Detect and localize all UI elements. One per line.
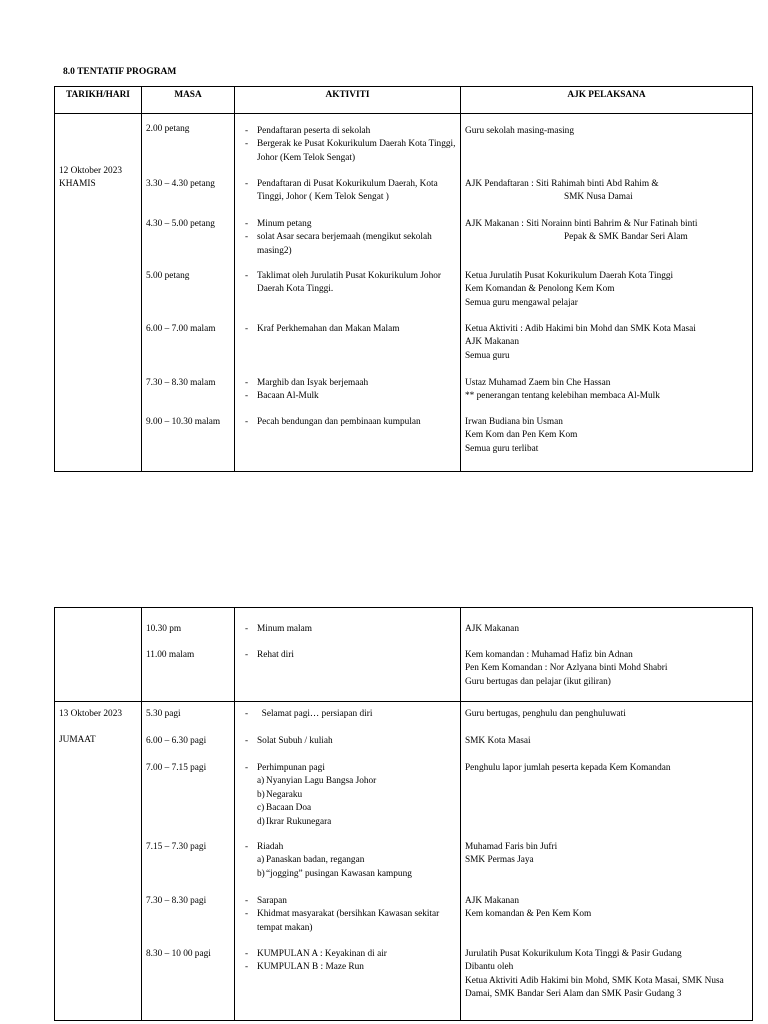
masa-cell: 6.00 – 7.00 malam	[146, 324, 216, 334]
date-label: 12 Oktober 2023	[59, 166, 123, 176]
header-ajk: AJK PELAKSANA	[461, 87, 753, 114]
ajk-line: Dibantu oleh	[465, 962, 514, 973]
table-header-row	[55, 87, 753, 114]
aktiviti-cell	[235, 756, 460, 829]
ajk-line: Pen Kem Komandan : Nor Azlyana binti Mohd Shabri	[465, 663, 668, 674]
ajk-line: Semua guru	[465, 350, 510, 361]
ajk-cell	[461, 212, 752, 245]
aktiviti-column	[235, 608, 461, 702]
ajk-cell	[461, 643, 752, 689]
aktiviti-item: - Perhimpunan pagi	[239, 762, 456, 775]
ajk-line: AJK Makanan	[465, 896, 519, 906]
aktiviti-cell	[235, 410, 460, 429]
ajk-line: Kem komandan & Pen Kem Kom	[465, 909, 592, 920]
header-aktiviti: AKTIVITI	[235, 87, 461, 114]
sub-item: b) “jogging” pusingan Kawasan kampung	[257, 868, 412, 879]
sub-item: c) Bacaan Doa	[257, 803, 312, 814]
ajk-cell	[461, 702, 752, 721]
masa-cell: 5.30 pagi	[146, 709, 181, 719]
aktiviti-item: - Taklimat oleh Jurulatih Pusat Kokurikulum Johor Daerah Kota Tinggi.	[239, 270, 456, 297]
table-row	[55, 702, 753, 1021]
ajk-line: Kem Komandan & Penolong Kem Kom	[465, 284, 615, 295]
ajk-cell	[461, 729, 752, 748]
aktiviti-cell	[235, 212, 460, 258]
aktiviti-cell	[235, 617, 460, 636]
ajk-line: SMK Nusa Damai	[564, 192, 633, 203]
ajk-line: Semua guru mengawal pelajar	[465, 297, 578, 308]
ajk-column	[461, 702, 753, 1021]
aktiviti-cell	[235, 119, 460, 165]
masa-cell: 4.30 – 5.00 petang	[146, 219, 215, 229]
ajk-line: Ketua Aktiviti Adib Hakimi bin Mohd, SMK Kota Masai, SMK Nusa Damai, SMK Bandar Seri Alam dan SMK Pasir Gudang 3	[465, 975, 724, 1000]
masa-cell: 7.00 – 7.15 pagi	[146, 763, 207, 773]
aktiviti-cell	[235, 317, 460, 336]
aktiviti-cell	[235, 643, 460, 662]
sub-item: b) Negaraku	[257, 789, 303, 800]
ajk-line: AJK Makanan	[465, 337, 519, 348]
ajk-line: AJK Makanan	[465, 624, 519, 634]
aktiviti-item: - Selamat pagi… persiapan diri	[239, 708, 456, 721]
aktiviti-item: - Pecah bendungan dan pembinaan kumpulan	[239, 416, 456, 429]
masa-column	[142, 702, 235, 1021]
ajk-cell	[461, 756, 752, 775]
schedule-table-1	[54, 86, 753, 472]
aktiviti-cell	[235, 172, 460, 205]
masa-cell: 9.00 – 10.30 malam	[146, 417, 221, 427]
ajk-line: Kem komandan : Muhamad Hafiz bin Adnan	[465, 650, 633, 660]
masa-column	[142, 114, 235, 472]
aktiviti-item: - Bergerak ke Pusat Kokurikulum Daerah Kota Tinggi, Johor (Kem Telok Sengat)	[239, 138, 456, 165]
sub-item: d) Ikrar Rukunegara	[257, 816, 332, 827]
aktiviti-item: - Riadah	[239, 841, 456, 854]
ajk-cell	[461, 942, 752, 1002]
aktiviti-item: - Rehat diri	[239, 649, 456, 662]
masa-cell: 6.00 – 6.30 pagi	[146, 736, 207, 746]
ajk-line: Semua guru terlibat	[465, 443, 539, 454]
date-cell	[55, 114, 142, 472]
masa-cell: 2.00 petang	[146, 124, 190, 134]
aktiviti-item: - Pendaftaran peserta di sekolah	[239, 125, 456, 138]
header-tarikh: TARIKH/HARI	[55, 87, 142, 114]
ajk-cell	[461, 410, 752, 456]
ajk-line: AJK Pendaftaran : Siti Rahimah binti Abd Rahim &	[465, 179, 659, 189]
aktiviti-cell	[235, 889, 460, 935]
masa-column	[142, 608, 235, 702]
aktiviti-item: - Solat Subuh / kuliah	[239, 735, 456, 748]
ajk-cell	[461, 264, 752, 310]
ajk-line: Ketua Jurulatih Pusat Kokurikulum Daerah Kota Tinggi	[465, 271, 674, 281]
aktiviti-cell	[235, 729, 460, 748]
section-heading: 8.0 TENTATIF PROGRAM	[63, 67, 177, 77]
ajk-line: Ketua Aktiviti : Adib Hakimi bin Mohd dan SMK Kota Masai	[465, 324, 696, 334]
sub-item: a) Panaskan badan, regangan	[257, 855, 365, 866]
masa-cell: 11.00 malam	[146, 650, 195, 660]
ajk-line: AJK Makanan : Siti Norainn binti Bahrim & Nur Fatinah binti	[465, 219, 698, 229]
schedule-table-2	[54, 607, 753, 1021]
masa-cell: 7.30 – 8.30 malam	[146, 378, 216, 388]
ajk-column	[461, 608, 753, 702]
ajk-line: SMK Kota Masai	[465, 736, 531, 746]
masa-cell: 8.30 – 10 00 pagi	[146, 949, 211, 959]
aktiviti-item: - Pendaftaran di Pusat Kokurikulum Daerah, Kota Tinggi, Johor ( Kem Telok Sengat )	[239, 178, 456, 205]
ajk-line: Jurulatih Pusat Kokurikulum Kota Tinggi & Pasir Gudang	[465, 949, 682, 959]
masa-cell: 7.15 – 7.30 pagi	[146, 842, 207, 852]
ajk-cell	[461, 617, 752, 636]
aktiviti-item: - KUMPULAN A : Keyakinan di air	[239, 948, 456, 961]
aktiviti-item: - Minum petang	[239, 218, 456, 231]
date-label: 13 Oktober 2023	[59, 709, 123, 719]
aktiviti-item: - Sarapan	[239, 895, 456, 908]
day-label: JUMAAT	[59, 735, 96, 746]
aktiviti-cell	[235, 371, 460, 404]
aktiviti-cell	[235, 264, 460, 297]
aktiviti-cell	[235, 942, 460, 975]
aktiviti-item: - solat Asar secara berjemaah (mengikut sekolah masing2)	[239, 231, 456, 258]
ajk-line: Kem Kom dan Pen Kem Kom	[465, 430, 578, 441]
header-masa: MASA	[142, 87, 235, 114]
ajk-line: Guru sekolah masing-masing	[465, 126, 574, 136]
ajk-cell	[461, 172, 752, 205]
day-label: KHAMIS	[59, 179, 96, 190]
aktiviti-cell	[235, 702, 460, 721]
ajk-line: Muhamad Faris bin Jufri	[465, 842, 558, 852]
ajk-cell	[461, 317, 752, 363]
ajk-column	[461, 114, 753, 472]
ajk-cell	[461, 119, 752, 138]
ajk-line: Ustaz Muhamad Zaem bin Che Hassan	[465, 378, 611, 388]
aktiviti-item: - KUMPULAN B : Maze Run	[239, 961, 456, 974]
aktiviti-column	[235, 702, 461, 1021]
aktiviti-item: - Bacaan Al-Mulk	[239, 390, 456, 403]
table-row	[55, 608, 753, 702]
ajk-line: Guru bertugas, penghulu dan penghuluwati	[465, 709, 626, 719]
date-cell	[55, 702, 142, 1021]
table-row	[55, 114, 753, 472]
ajk-line: SMK Permas Jaya	[465, 855, 534, 866]
aktiviti-item: - Kraf Perkhemahan dan Makan Malam	[239, 323, 456, 336]
aktiviti-item: - Minum malam	[239, 623, 456, 636]
date-cell-empty	[55, 608, 142, 702]
aktiviti-cell	[235, 835, 460, 881]
aktiviti-column	[235, 114, 461, 472]
ajk-line: Irwan Budiana bin Usman	[465, 417, 563, 427]
masa-cell: 7.30 – 8.30 pagi	[146, 896, 207, 906]
ajk-cell	[461, 371, 752, 404]
ajk-cell	[461, 889, 752, 922]
masa-cell: 5.00 petang	[146, 271, 190, 281]
ajk-line: ** penerangan tentang kelebihan membaca Al-Mulk	[465, 391, 660, 402]
ajk-line: Penghulu lapor jumlah peserta kepada Kem Komandan	[465, 763, 671, 773]
aktiviti-item: - Marghib dan Isyak berjemaah	[239, 377, 456, 390]
masa-cell: 10.30 pm	[146, 624, 182, 634]
ajk-line: Pepak & SMK Bandar Seri Alam	[564, 232, 688, 243]
masa-cell: 3.30 – 4.30 petang	[146, 179, 215, 189]
ajk-cell	[461, 835, 752, 868]
aktiviti-item: - Khidmat masyarakat (bersihkan Kawasan sekitar tempat makan)	[239, 908, 456, 935]
sub-item: a) Nyanyian Lagu Bangsa Johor	[257, 776, 377, 787]
ajk-line: Guru bertugas dan pelajar (ikut giliran)	[465, 676, 611, 687]
